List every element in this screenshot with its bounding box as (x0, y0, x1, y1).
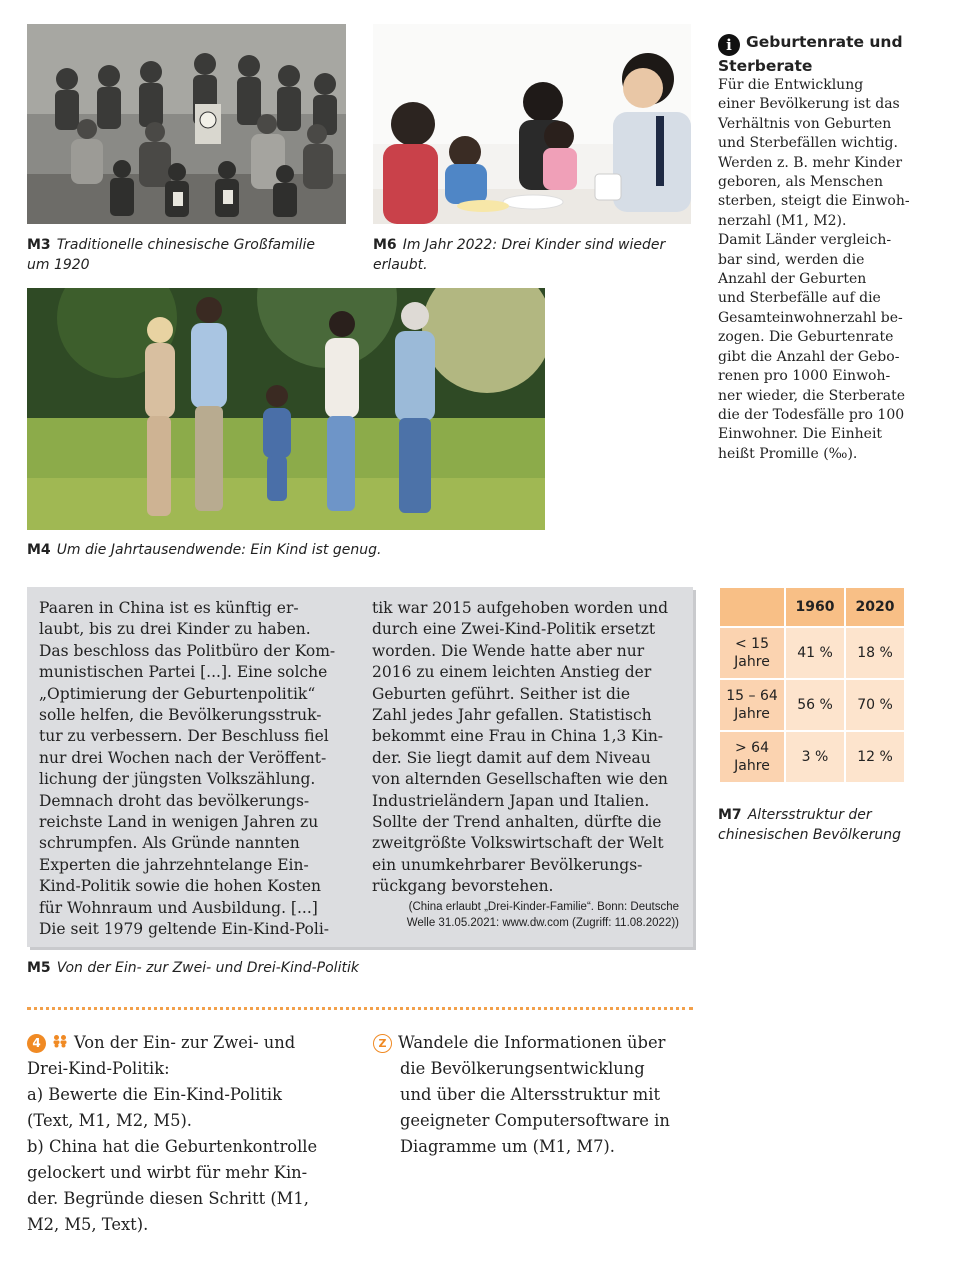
task-z-line: Diagramme um (M1, M7). (400, 1137, 615, 1156)
m4-label: M4 (27, 542, 51, 558)
m5-line: solle helfen, die Bevölkerungsstruk- (39, 706, 322, 725)
m3-label: M3 (27, 237, 51, 253)
m7-row-label-bottom: Jahre (734, 706, 770, 722)
info-line: die der Todesfälle pro 100 (718, 406, 905, 423)
m7-cell-1960: 56 % (786, 680, 844, 730)
m7-cell-1960: 41 % (786, 628, 844, 678)
info-line: zogen. Die Geburtenrate (718, 329, 894, 346)
info-line: und Sterbefällen wichtig. (718, 135, 898, 152)
m5-source-line1: (China erlaubt „Drei-Kinder-Familie“. Bonn: Deutsche (408, 901, 679, 913)
m5-column-2 (372, 598, 687, 898)
m5-line: Die seit 1979 geltende Ein-Kind-Poli- (39, 920, 330, 939)
m5-line: Demnach droht das bevölkerungs- (39, 791, 310, 810)
task-z-line: geeigneter Computersoftware in (400, 1111, 670, 1130)
m7-cell-2020: 12 % (846, 732, 904, 782)
table-row (720, 628, 904, 678)
info-line: sterben, steigt die Einwoh- (718, 193, 910, 210)
m7-corner-cell (720, 588, 784, 626)
info-line: Für die Entwicklung (718, 77, 864, 93)
m5-line: worden. Die Wende hatte aber nur (372, 641, 645, 660)
m7-row-label-top: < 15 (735, 636, 769, 652)
info-line: Anzahl der Geburten (718, 271, 867, 288)
task-4-line: Drei-Kind-Politik: (27, 1059, 170, 1078)
m5-line: zweitgrößte Volkswirtschaft der Welt (372, 834, 664, 853)
task-4-line: gelockert und wirbt für mehr Kin- (27, 1163, 308, 1182)
m7-header-2020: 2020 (846, 588, 904, 626)
m5-source (372, 899, 679, 931)
group-work-icon (52, 1034, 68, 1050)
info-line: nerzahl (M1, M2). (718, 212, 847, 229)
m5-line: Kind-Politik sowie die hohen Kosten (39, 877, 322, 896)
task-z (373, 1030, 703, 1160)
m7-header-1960: 1960 (786, 588, 844, 626)
info-line: bar sind, werden die (718, 251, 865, 268)
task-4-line: (Text, M1, M2, M5). (27, 1111, 192, 1130)
m6-photo (373, 24, 691, 224)
task-4 (27, 1030, 357, 1238)
m5-line: 2016 zu einem leichten Anstieg der (372, 663, 652, 682)
m5-line: reichste Land in wenigen Jahren zu (39, 813, 319, 832)
info-line: Verhältnis von Geburten (718, 115, 892, 132)
m5-line: Sollte der Trend anhalten, dürfte die (372, 813, 662, 832)
info-line: und Sterbefälle auf die (718, 290, 881, 307)
m6-label: M6 (373, 237, 397, 253)
task-4-line: M2, M5, Text). (27, 1215, 149, 1234)
m5-line: „Optimierung der Geburtenpolitik“ (39, 684, 316, 703)
m7-row-label-bottom: Jahre (734, 758, 770, 774)
m3-caption-line1: Traditionelle chinesische Großfamilie (56, 237, 316, 253)
m5-line: nur drei Wochen nach der Veröffent- (39, 748, 327, 767)
info-line: ner wieder, die Sterberate (718, 387, 906, 404)
m6-caption-line2: erlaubt. (373, 257, 428, 273)
m5-caption: Von der Ein- zur Zwei- und Drei-Kind-Politik (56, 960, 359, 976)
z-badge-icon: Z (373, 1034, 392, 1053)
task-z-line: Wandele die Informationen über (398, 1033, 666, 1052)
info-line: Einwohner. Die Einheit (718, 426, 883, 443)
task-4-line: a) Bewerte die Ein-Kind-Politik (27, 1085, 282, 1104)
info-line: einer Bevölkerung ist das (718, 96, 900, 113)
dotted-divider (27, 1007, 693, 1010)
info-line: heißt Promille (‰). (718, 445, 858, 462)
m5-line: munistischen Partei [...]. Eine solche (39, 663, 328, 682)
task-z-line: die Bevölkerungsentwicklung (400, 1059, 645, 1078)
info-line: renen pro 1000 Einwoh- (718, 368, 891, 385)
m5-label: M5 (27, 960, 51, 976)
info-title-line1: Geburtenrate und (746, 33, 903, 51)
m5-line: laubt, bis zu drei Kinder zu haben. (39, 620, 311, 639)
info-line: Gesamteinwohnerzahl be- (718, 309, 903, 326)
m5-line: Industrieländern Japan und Italien. (372, 791, 650, 810)
task-4-line: b) China hat die Geburtenkontrolle (27, 1137, 318, 1156)
m5-line: Paaren in China ist es künftig er- (39, 599, 299, 617)
m7-label: M7 (718, 807, 742, 823)
m5-column-1 (39, 598, 359, 941)
m5-line: Zahl jedes Jahr gefallen. Statistisch (372, 706, 652, 725)
m5-line: Experten die jahrzehntelange Ein- (39, 855, 309, 874)
m7-cell-2020: 18 % (846, 628, 904, 678)
m5-line: durch eine Zwei-Kind-Politik ersetzt (372, 620, 656, 639)
m5-source-line2: Welle 31.05.2021: www.dw.com (Zugriff: 11.08.2022)) (406, 917, 679, 929)
task-number-badge: 4 (27, 1034, 46, 1053)
m5-line: tur zu verbessern. Der Beschluss fiel (39, 727, 329, 746)
m7-cell-2020: 70 % (846, 680, 904, 730)
info-body (718, 76, 968, 464)
m7-row-label-top: 15 – 64 (726, 688, 778, 704)
m7-row-label-bottom: Jahre (734, 654, 770, 670)
m7-row-label (720, 732, 784, 782)
table-row (720, 732, 904, 782)
m5-textbox (27, 587, 693, 947)
m5-line: lichung der jüngsten Volkszählung. (39, 770, 316, 789)
m3-photo (27, 24, 346, 224)
m3-caption-line2: um 1920 (27, 257, 90, 273)
m5-line: bekommt eine Frau in China 1,3 Kin- (372, 727, 664, 746)
m5-line: tik war 2015 aufgehoben worden und (372, 599, 668, 617)
task-4-line: Von der Ein- zur Zwei- und (74, 1033, 296, 1052)
m5-line: Geburten geführt. Seither ist die (372, 684, 631, 703)
task-z-line: und über die Altersstruktur mit (400, 1085, 660, 1104)
info-line: Damit Länder vergleich- (718, 232, 892, 249)
m5-line: rückgang bevorstehen. (372, 877, 554, 896)
m5-line: Das beschloss das Politbüro der Kom- (39, 641, 336, 660)
m7-row-label (720, 628, 784, 678)
m7-caption-line1: Altersstruktur der (747, 807, 872, 823)
info-title-line2: Sterberate (718, 57, 813, 75)
m7-caption-line2: chinesischen Bevölkerung (718, 827, 901, 843)
info-box (718, 32, 968, 464)
info-line: Werden z. B. mehr Kinder (718, 154, 903, 171)
info-icon: i (718, 34, 740, 56)
m5-line: von alternden Gesellschaften wie den (372, 770, 668, 789)
table-row (720, 680, 904, 730)
m5-line: für Wohnraum und Ausbildung. [...] (39, 898, 318, 917)
m7-cell-1960: 3 % (786, 732, 844, 782)
m6-caption-line1: Im Jahr 2022: Drei Kinder sind wieder (402, 237, 666, 253)
m7-row-label-top: > 64 (735, 740, 769, 756)
m5-line: schrumpfen. Als Gründe nannten (39, 834, 300, 853)
m5-line: der. Sie liegt damit auf dem Niveau (372, 748, 651, 767)
info-line: geboren, als Menschen (718, 174, 883, 191)
m7-age-table (718, 586, 906, 784)
m5-line: ein unumkehrbarer Bevölkerungs- (372, 855, 643, 874)
m4-caption: Um die Jahrtausendwende: Ein Kind ist genug. (56, 542, 382, 558)
m7-row-label (720, 680, 784, 730)
m4-photo (27, 288, 545, 530)
info-line: gibt die Anzahl der Gebo- (718, 348, 900, 365)
task-4-line: der. Begründe diesen Schritt (M1, (27, 1189, 309, 1208)
